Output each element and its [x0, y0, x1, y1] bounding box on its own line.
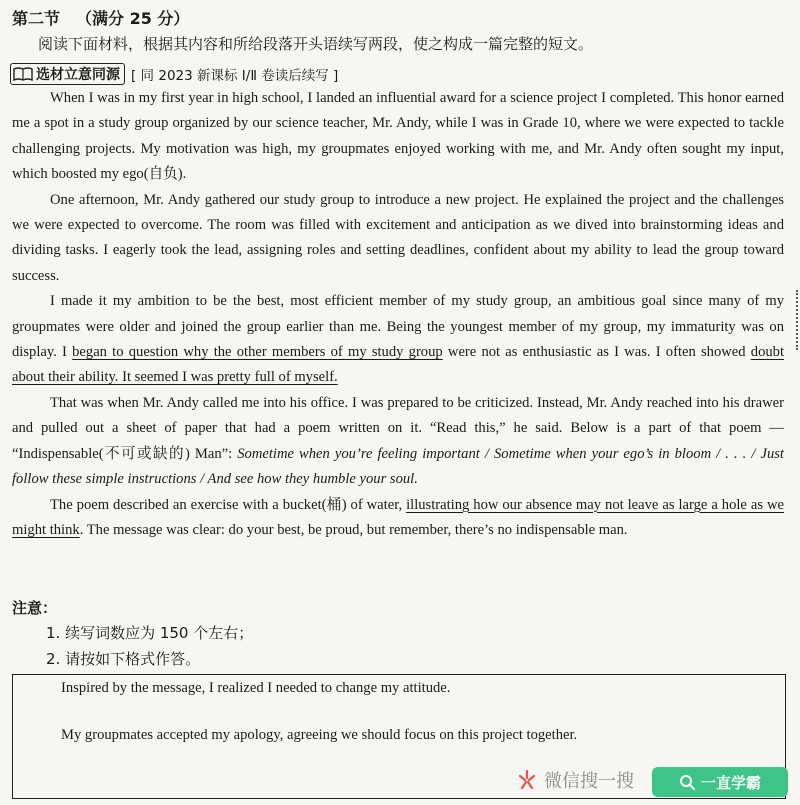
weixin-search-text: 微信搜一搜	[544, 771, 634, 792]
reading-passage	[12, 86, 784, 543]
source-reference: [ 同 2023 新课标 Ⅰ/Ⅱ 卷读后续写 ]	[131, 68, 339, 84]
paragraph-3-text-b: were not as enthusiastic as I was. I often showed	[442, 344, 751, 361]
paragraph-4-text: That was when Mr. Andy called me into his office. I was prepared to be criticized. Instead, Mr. Andy reached into his drawer and pulled out a sheet of paper that had a poem written on it. “Read this,” he said. Below is a part of that poem — “Indispensable(不可或缺的) Man”:	[12, 394, 784, 462]
paragraph-opener-1: Inspired by the message, I realized I needed to change my attitude.	[61, 680, 451, 696]
paragraph-opener-2: My groupmates accepted my apology, agreeing we should focus on this project together.	[61, 727, 578, 743]
book-icon	[13, 66, 33, 82]
underlined-phrase-2: doubt about their ability. It seemed I was pretty full of myself.	[12, 344, 785, 386]
source-badge-label: 选材立意同源	[36, 67, 120, 83]
section-heading	[12, 6, 189, 29]
search-icon	[679, 774, 695, 790]
paragraph-5	[12, 493, 784, 544]
source-badge	[10, 63, 125, 85]
poem-excerpt: Sometime when you’re feeling important / Sometime when your ego’s in bloom / . . . / Just follow these simple instructions / And see how they humble your soul.	[12, 445, 784, 488]
paragraph-5-text-b: . The message was clear: do your best, be proud, but remember, there’s no indispensable man.	[79, 521, 628, 538]
note-item-1: 1. 续写词数应为 150 个左右；	[46, 624, 254, 642]
account-badge	[652, 767, 788, 797]
weixin-search-icon	[516, 769, 538, 791]
section-label: 第二节	[12, 9, 61, 28]
paragraph-3-text-a: I made it my ambition to be the best, most efficient member of my study group, an ambitious goal since many of my groupmates were older and joined the group earlier than me. Being the youngest member of my group, my immaturity was on display. I	[12, 293, 784, 361]
underlined-phrase-1: began to question why the other members of my study group	[72, 344, 443, 361]
notes-title: 注意：	[12, 599, 58, 617]
section-score: （满分 25 分）	[76, 9, 190, 28]
paragraph-4	[12, 391, 784, 493]
source-line	[10, 62, 338, 86]
weixin-search-watermark	[512, 765, 638, 795]
paragraph-5-text-a: The poem described an exercise with a bucket(桶) of water,	[50, 496, 407, 513]
account-name: 一直学霸	[700, 773, 761, 792]
paragraph-3	[12, 289, 784, 391]
task-instruction: 阅读下面材料，根据其内容和所给段落开头语续写两段，使之构成一篇完整的短文。	[38, 35, 594, 53]
paragraph-2: One afternoon, Mr. Andy gathered our study group to introduce a new project. He explained the project and the challenges we were expected to overcome. The room was filled with excitement and anticipation as we dived into brainstorming ideas and dividing tasks. I eagerly took the lead, assigning roles and setting deadlines, confident about my ability to lead the group toward success.	[12, 191, 784, 284]
note-item-2: 2. 请按如下格式作答。	[46, 650, 201, 668]
underlined-phrase-3: illustrating how our absence may not leave as large a hole as we might think	[12, 496, 784, 538]
paragraph-1: When I was in my first year in high school, I landed an influential award for a science project I completed. This honor earned me a spot in a study group organized by our science teacher, Mr. Andy, while I was in Grade 10, where we were expected to tackle challenging projects. My motivation was high, my groupmates enjoyed working with me, and Mr. Andy often sought my input, which boosted my ego(自负).	[12, 90, 784, 183]
scan-edge-mark	[792, 290, 798, 350]
